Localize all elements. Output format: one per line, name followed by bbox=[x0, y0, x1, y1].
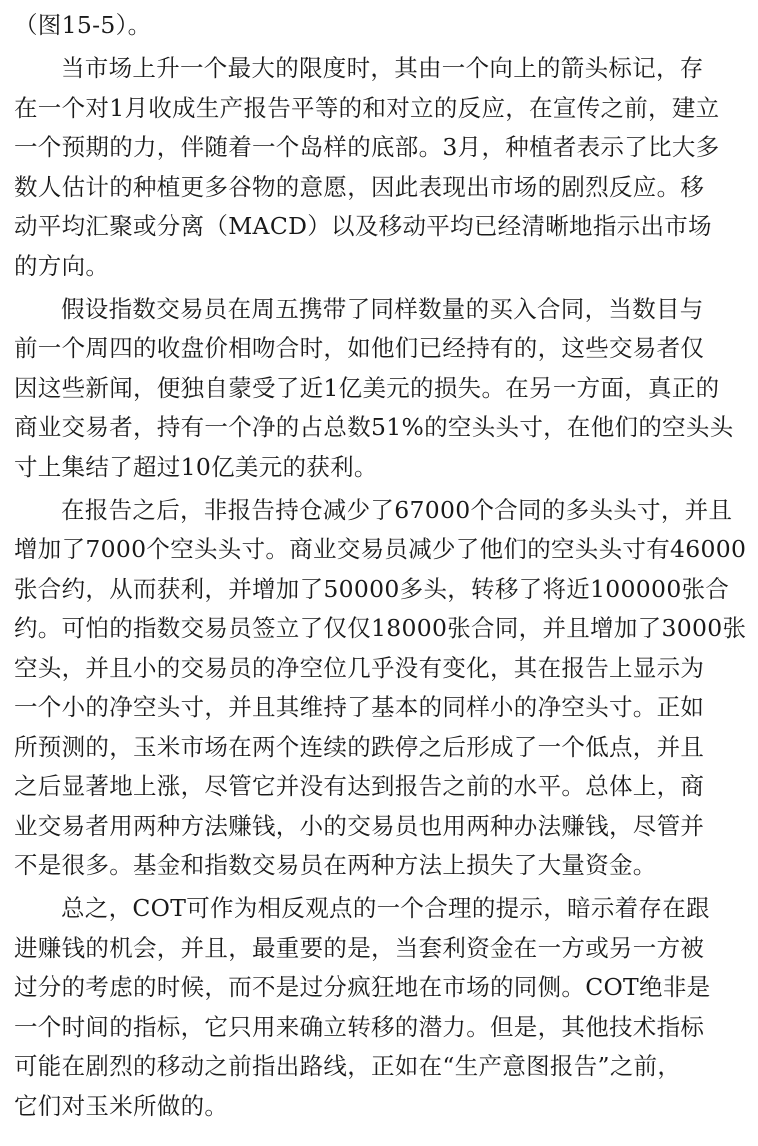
text-line: 前一个周四的收盘价相吻合时，如他们已经持有的，这些交易者仅 bbox=[14, 334, 705, 362]
text-line: 当市场上升一个最大的限度时，其由一个向上的箭头标记，存 bbox=[61, 54, 704, 82]
text-line: 因这些新闻，便独自蒙受了近1亿美元的损失。在另一方面，真正的 bbox=[14, 373, 720, 402]
text-line: 假设指数交易员在周五携带了同样数量的买入合同，当数目与 bbox=[61, 294, 704, 323]
text-line: 它们对玉米所做的。 bbox=[14, 1091, 229, 1120]
text-line: 约。可怕的指数交易员签立了仅仅18000张合同，并且增加了3000张 bbox=[14, 614, 747, 642]
text-line: 可能在剧烈的移动之前指出路线，正如在“生产意图报告”之前， bbox=[14, 1052, 682, 1080]
text-line: 一个小的净空头寸，并且其维持了基本的同样小的净空头寸。正如 bbox=[14, 693, 705, 721]
text-line: 张合约，从而获利，并增加了50000多头，转移了将近100000张合 bbox=[14, 574, 730, 603]
text-line: 过分的考虑的时候，而不是过分疯狂地在市场的同侧。COT绝非是 bbox=[14, 973, 711, 1001]
text-line: 在报告之后，非报告持仓减少了67000个合同的多头头寸，并且 bbox=[61, 495, 733, 524]
text-line: 总之，COT可作为相反观点的一个合理的提示，暗示着存在跟 bbox=[61, 894, 710, 922]
text-line: 所预测的，玉米市场在两个连续的跌停之后形成了一个低点，并且 bbox=[14, 732, 705, 761]
text-line: 数人估计的种植更多谷物的意愿，因此表现出市场的剧烈反应。移 bbox=[14, 172, 705, 201]
text-line: 的方向。 bbox=[14, 251, 110, 280]
text-line: 进赚钱的机会，并且，最重要的是，当套利资金在一方或另一方被 bbox=[14, 933, 705, 962]
text-line: （图15-5）。 bbox=[14, 11, 152, 39]
text-line: 不是很多。基金和指数交易员在两种方法上损失了大量资金。 bbox=[14, 851, 657, 879]
text-line: 在一个对1月收成生产报告平等的和对立的反应，在宣传之前，建立 bbox=[14, 93, 720, 122]
text-line: 业交易者用两种方法赚钱，小的交易员也用两种办法赚钱，尽管并 bbox=[14, 811, 705, 840]
text-line: 商业交易者，持有一个净的占总数51%的空头头寸，在他们的空头头 bbox=[14, 413, 734, 441]
text-line: 寸上集结了超过10亿美元的获利。 bbox=[14, 452, 378, 481]
text-line: 增加了7000个空头头寸。商业交易员减少了他们的空头头寸有46000 bbox=[14, 535, 747, 563]
text-line: 一个时间的指标，它只用来确立转移的潜力。但是，其他技术指标 bbox=[14, 1012, 705, 1041]
text-line: 动平均汇聚或分离（MACD）以及移动平均已经清晰地指示出市场 bbox=[14, 212, 712, 240]
text-line: 空头，并且小的交易员的净空位几乎没有变化，其在报告上显示为 bbox=[14, 653, 705, 682]
text-line: 一个预期的力，伴随着一个岛样的底部。3月，种植者表示了比大多 bbox=[14, 133, 720, 161]
text-line: 之后显著地上涨，尽管它并没有达到报告之前的水平。总体上，商 bbox=[14, 772, 705, 800]
